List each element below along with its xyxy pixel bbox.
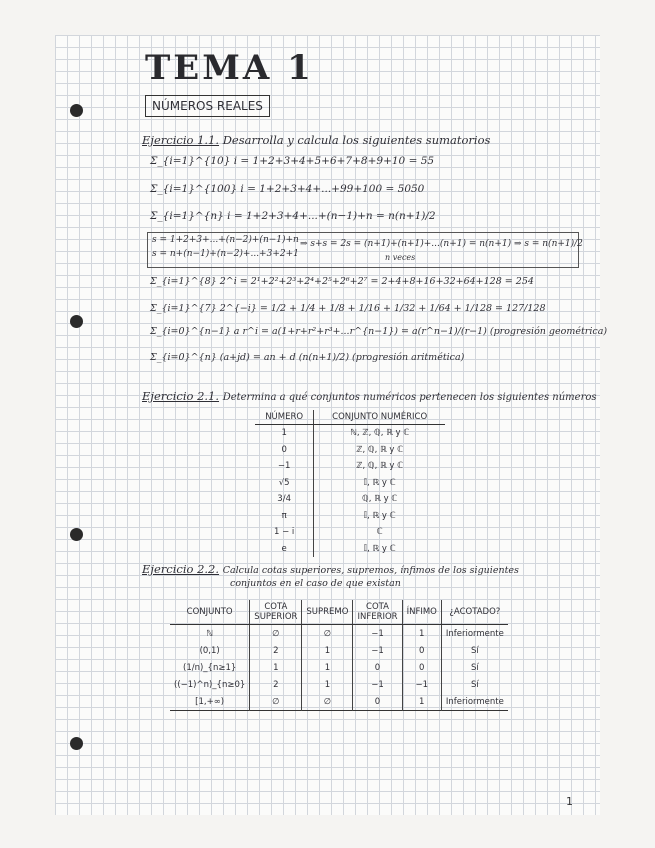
sum-line: Σ_{i=1}^{100} i = 1+2+3+4+...+99+100 = 5050	[150, 183, 425, 195]
exercise-2-2-heading: Ejercicio 2.2. Calcula cotas superiores, supremos, ínfimos de los siguientes	[142, 562, 519, 576]
sum-line: Σ_{i=0}^{n−1} a r^i = a(1+r+r²+r³+...r^{n−1}) = a(r^n−1)/(r−1) (progresión geométrica)	[150, 326, 608, 337]
upper-bound-cell: 1	[250, 659, 302, 676]
set-cell: (0,1)	[199, 645, 220, 656]
upper-bound-cell: ∅	[250, 693, 302, 711]
exercise-2-2-instruction: conjuntos en el caso de que existan	[230, 578, 401, 589]
number-cell: 0	[281, 444, 287, 455]
number-cell: −1	[277, 461, 291, 472]
lower-bound-cell: 0	[353, 659, 402, 676]
binder-hole	[70, 315, 83, 328]
lower-bound-cell: −1	[353, 625, 402, 643]
set-cell: [1,+∞)	[195, 696, 225, 707]
infimum-cell: −1	[402, 676, 441, 693]
table-row	[170, 676, 508, 693]
number-cell: π	[281, 510, 287, 521]
bounded-cell: Inferiormente	[441, 625, 507, 643]
set-cell: ((−1)^n)_{n≥0}	[174, 679, 246, 690]
infimum-cell: 0	[402, 642, 441, 659]
sum-line: Σ_{i=1}^{7} 2^{−i} = 1/2 + 1/4 + 1/8 + 1/16 + 1/32 + 1/64 + 1/128 = 127/128	[150, 303, 546, 314]
binder-hole	[70, 104, 83, 117]
table-row	[255, 425, 445, 442]
sum-line: Σ_{i=1}^{n} i = 1+2+3+4+...+(n−1)+n = n(n+1)/2	[150, 210, 436, 222]
table-row	[255, 458, 445, 475]
table-row	[255, 524, 445, 541]
set-cell: ℂ	[314, 524, 445, 541]
infimum-cell: 1	[402, 625, 441, 643]
number-cell: e	[281, 543, 287, 554]
infimum-cell: 0	[402, 659, 441, 676]
infimum-cell: 1	[402, 693, 441, 711]
section-title: NÚMEROS REALES	[145, 95, 270, 117]
column-header: SUPREMO	[302, 600, 353, 625]
number-sets-table	[255, 410, 445, 557]
proof-line: s = 1+2+3+...+(n−2)+(n−1)+n	[152, 235, 299, 245]
lower-bound-cell: −1	[353, 642, 402, 659]
binder-hole	[70, 737, 83, 750]
sum-line: Σ_{i=0}^{n} (a+jd) = an + d (n(n+1)/2) (progresión aritmética)	[150, 352, 465, 363]
lower-bound-cell: 0	[353, 693, 402, 711]
sum-line: Σ_{i=1}^{10} i = 1+2+3+4+5+6+7+8+9+10 = 55	[150, 155, 435, 167]
bounds-table	[170, 600, 508, 711]
table-row	[255, 491, 445, 508]
table-row	[255, 541, 445, 558]
table-row	[255, 475, 445, 492]
bounded-cell: Sí	[441, 642, 507, 659]
number-cell: 3/4	[277, 494, 291, 505]
column-header: COTA INFERIOR	[353, 600, 402, 625]
bounded-cell: Sí	[441, 659, 507, 676]
column-header: CONJUNTO NUMÉRICO	[314, 410, 445, 425]
proof-note: n veces	[385, 253, 416, 262]
set-cell: 𝕀, ℝ y ℂ	[314, 541, 445, 558]
column-header: NÚMERO	[255, 410, 314, 425]
table-row	[170, 625, 508, 643]
table-row	[255, 442, 445, 459]
upper-bound-cell: 2	[250, 642, 302, 659]
set-cell: ℕ, ℤ, ℚ, ℝ y ℂ	[314, 425, 445, 442]
set-cell: ℕ	[206, 628, 214, 639]
bounded-cell: Inferiormente	[441, 693, 507, 711]
set-cell: ℚ, ℝ y ℂ	[314, 491, 445, 508]
set-cell: ℤ, ℚ, ℝ y ℂ	[314, 442, 445, 459]
set-cell: (1/n)_{n≥1}	[183, 662, 237, 673]
table-row	[170, 642, 508, 659]
supremum-cell: ∅	[302, 693, 353, 711]
sum-line: Σ_{i=1}^{8} 2^i = 2¹+2²+2³+2⁴+2⁵+2⁶+2⁷ = 2+4+8+16+32+64+128 = 254	[150, 276, 534, 287]
upper-bound-cell: ∅	[250, 625, 302, 643]
column-header: CONJUNTO	[170, 600, 250, 625]
number-cell: 1 − i	[274, 527, 295, 538]
lower-bound-cell: −1	[353, 676, 402, 693]
column-header: COTA SUPERIOR	[250, 600, 302, 625]
page-number: 1	[566, 795, 573, 808]
set-cell: ℤ, ℚ, ℝ y ℂ	[314, 458, 445, 475]
supremum-cell: 1	[302, 676, 353, 693]
exercise-1-1-heading: Ejercicio 1.1. Desarrolla y calcula los siguientes sumatorios	[142, 133, 491, 147]
bounded-cell: Sí	[441, 676, 507, 693]
column-header: ÍNFIMO	[402, 600, 441, 625]
number-cell: √5	[278, 477, 290, 488]
proof-result: ⇒ s+s = 2s = (n+1)+(n+1)+...(n+1) = n(n+1) ⇒ s = n(n+1)/2	[300, 239, 583, 249]
binder-hole	[70, 528, 83, 541]
table-row	[170, 659, 508, 676]
proof-line: s = n+(n−1)+(n−2)+...+3+2+1	[152, 249, 299, 259]
table-row	[170, 693, 508, 711]
table-row	[255, 508, 445, 525]
page-title: TEMA 1	[145, 48, 314, 88]
supremum-cell: 1	[302, 642, 353, 659]
number-cell: 1	[281, 428, 287, 439]
exercise-2-1-heading: Ejercicio 2.1. Determina a qué conjuntos numéricos pertenecen los siguientes números	[142, 389, 597, 403]
supremum-cell: 1	[302, 659, 353, 676]
set-cell: 𝕀, ℝ y ℂ	[314, 508, 445, 525]
upper-bound-cell: 2	[250, 676, 302, 693]
set-cell: 𝕀, ℝ y ℂ	[314, 475, 445, 492]
column-header: ¿ACOTADO?	[441, 600, 507, 625]
supremum-cell: ∅	[302, 625, 353, 643]
